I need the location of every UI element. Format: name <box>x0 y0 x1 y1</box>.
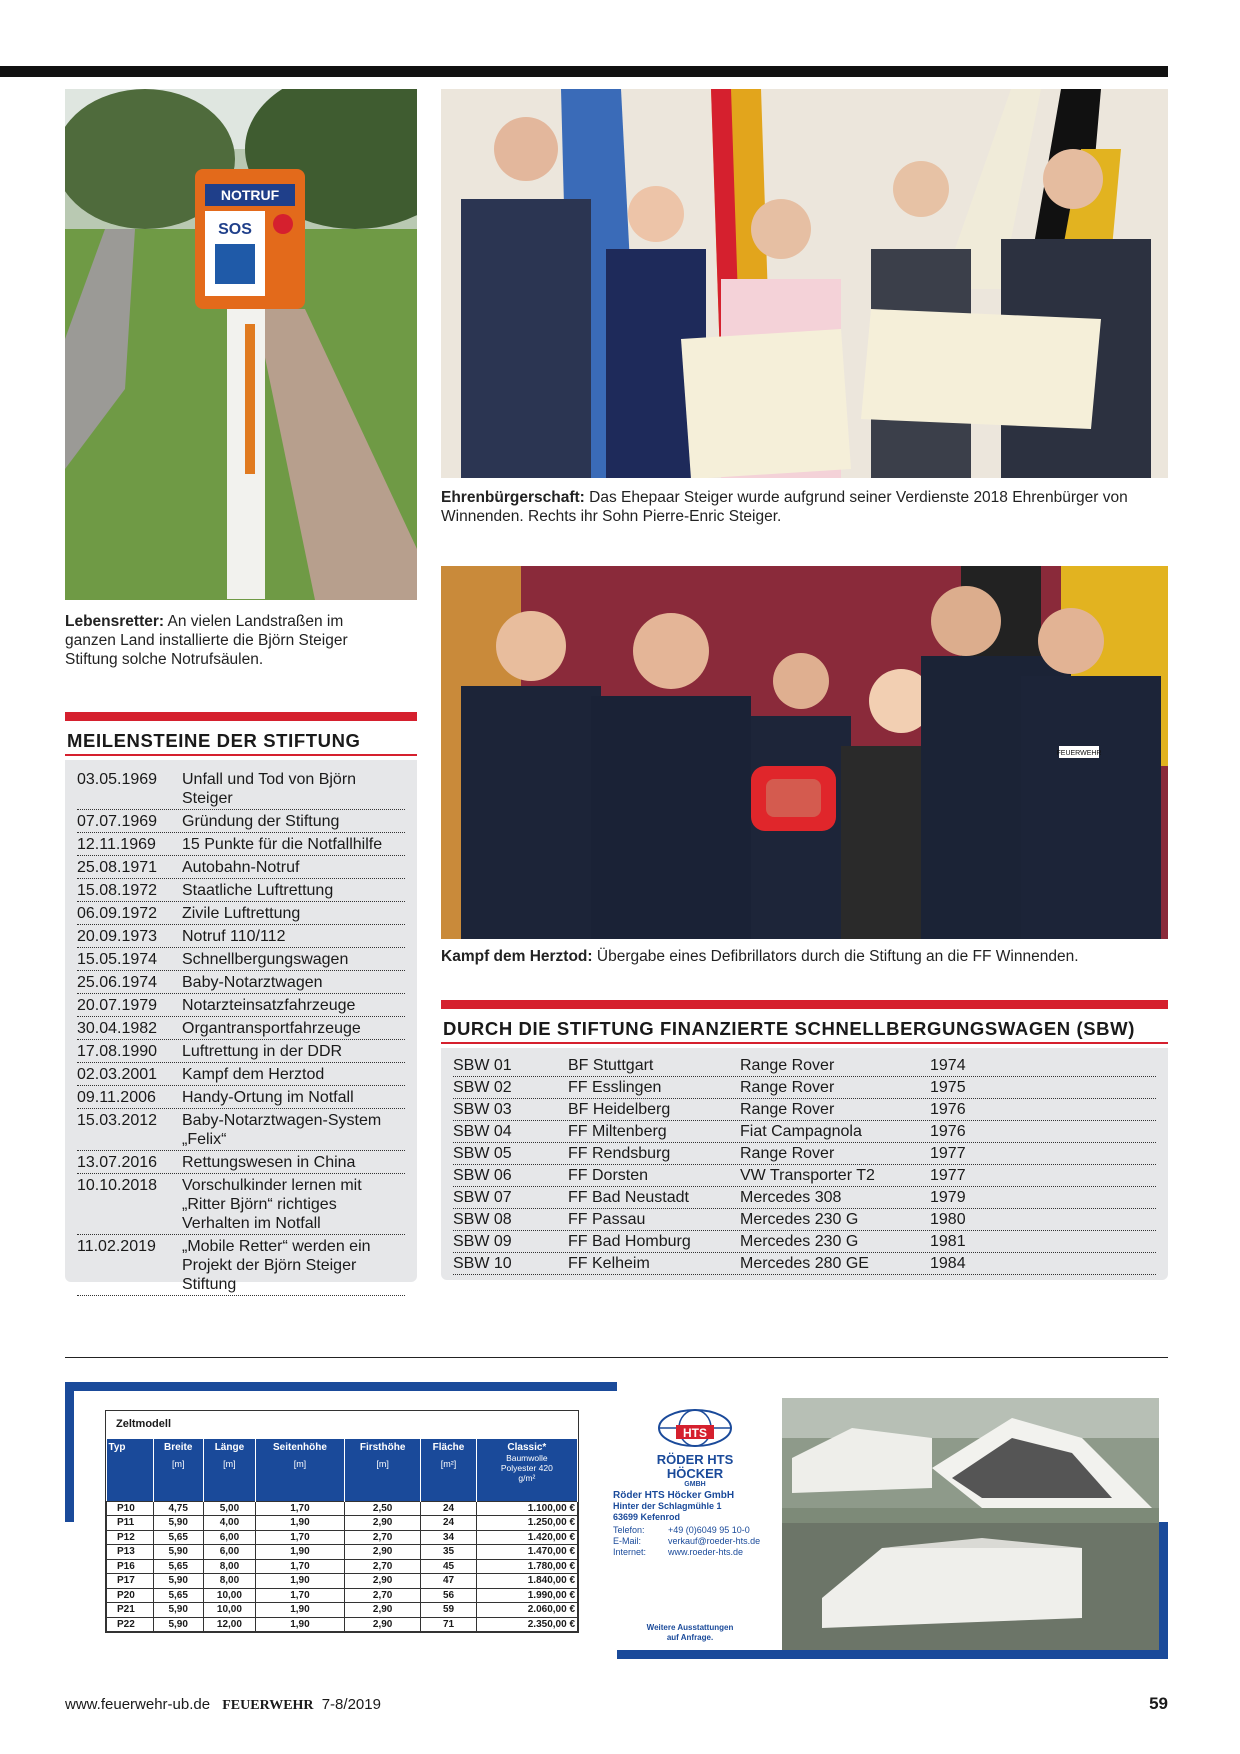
sbw-vehicle: Mercedes 308 <box>740 1189 842 1206</box>
tent-cell: 1.840,00 € <box>476 1574 577 1589</box>
tent-cell: 2.060,00 € <box>476 1603 577 1618</box>
tent-cell: 6,00 <box>203 1530 255 1545</box>
sbw-unit: FF Kelheim <box>568 1255 650 1272</box>
caption-lebensretter <box>65 612 385 669</box>
tent-cell: 1,90 <box>255 1617 344 1632</box>
sbw-year: 1974 <box>930 1057 966 1074</box>
sbw-title: DURCH DIE STIFTUNG FINANZIERTE SCHNELLBERGUNGSWAGEN (SBW) <box>443 1018 1135 1039</box>
milestone-date: 07.07.1969 <box>77 813 158 830</box>
milestone-row <box>77 948 405 971</box>
tent-cell: 1.420,00 € <box>476 1530 577 1545</box>
sbw-unit: BF Stuttgart <box>568 1057 654 1074</box>
sbw-row <box>453 1077 1156 1099</box>
tent-cell: 10,00 <box>203 1588 255 1603</box>
tent-row <box>107 1603 578 1618</box>
more-equipment-note: Weitere Ausstattungen auf Anfrage. <box>646 1623 734 1642</box>
tent-cell: 5,90 <box>153 1516 203 1531</box>
milestone-text: Baby-Notarztwagen <box>182 974 323 991</box>
ad-frame-bottom <box>617 1650 1168 1659</box>
tent-col-header <box>476 1439 577 1501</box>
sbw-year: 1981 <box>930 1233 966 1250</box>
sbw-unit: FF Rendsburg <box>568 1145 671 1162</box>
sbw-vehicle: Mercedes 230 G <box>740 1233 859 1250</box>
sbw-vehicle: Mercedes 230 G <box>740 1211 859 1228</box>
logo-line1: RÖDER HTS HÖCKER <box>656 1452 734 1481</box>
milestone-row <box>77 1235 405 1296</box>
sbw-id: SBW 06 <box>453 1167 512 1184</box>
tent-cell: 56 <box>421 1588 476 1603</box>
tent-cell: 4,75 <box>153 1501 203 1516</box>
tent-table <box>106 1439 578 1632</box>
tent-row <box>107 1530 578 1545</box>
milestone-date: 12.11.1969 <box>77 836 156 853</box>
ad-frame-right <box>1159 1522 1168 1659</box>
milestone-date: 02.03.2001 <box>77 1066 158 1083</box>
tent-col-unit: [m] <box>171 1459 185 1469</box>
tent-cell: P20 <box>107 1588 154 1603</box>
milestone-date: 25.08.1971 <box>77 859 158 876</box>
tent-col-unit: [m] <box>376 1459 389 1469</box>
photo-honorary-citizenship <box>441 89 1168 478</box>
tent-cell: P21 <box>107 1603 154 1618</box>
tent-row <box>107 1516 578 1531</box>
sbw-row <box>453 1143 1156 1165</box>
tent-cell: 1,90 <box>255 1545 344 1560</box>
phone-label: Telefon: <box>613 1525 645 1535</box>
sbw-unit: FF Dorsten <box>568 1167 649 1184</box>
sbw-id: SBW 02 <box>453 1079 512 1096</box>
top-rule <box>0 66 1168 77</box>
milestone-text: Organtransportfahrzeuge <box>182 1020 361 1037</box>
tent-cell: 2,90 <box>344 1603 420 1618</box>
tent-col-label: Breite <box>164 1442 193 1453</box>
tent-cell: 2,90 <box>344 1516 420 1531</box>
tent-col-label: Firsthöhe <box>359 1442 406 1453</box>
tent-col-label: Fläche <box>432 1442 465 1453</box>
tent-row <box>107 1501 578 1516</box>
milestone-date: 15.03.2012 <box>77 1112 158 1129</box>
milestone-text: Kampf dem Herztod <box>182 1066 325 1083</box>
footer-url[interactable]: www.feuerwehr-ub.de <box>65 1696 211 1713</box>
feuerwehr-badge: FEUERWEHR <box>1056 750 1102 757</box>
tent-cell: 71 <box>421 1617 476 1632</box>
milestone-date: 06.09.1972 <box>77 905 158 922</box>
tent-cell: P16 <box>107 1559 154 1574</box>
caption-text: Das Ehepaar Steiger wurde aufgrund seiner Verdienste 2018 Ehrenbürger von Winnenden. Rechts ihr Sohn Pierre-Enric Steiger. <box>441 489 1128 525</box>
sbw-vehicle: Range Rover <box>740 1079 835 1096</box>
tent-cell: 1,90 <box>255 1603 344 1618</box>
tent-row <box>107 1559 578 1574</box>
page-number: 59 <box>1149 1694 1168 1713</box>
tent-cell: 24 <box>421 1501 476 1516</box>
tent-cell: 1.780,00 € <box>476 1559 577 1574</box>
tent-table-title: Zeltmodell <box>116 1418 172 1430</box>
tent-cell: 2.350,00 € <box>476 1617 577 1632</box>
honorary-citizenship-illustration <box>441 89 1168 478</box>
milestones-title: MEILENSTEINE DER STIFTUNG <box>67 730 361 751</box>
milestone-text: Unfall und Tod von Björn Steiger <box>182 771 357 807</box>
sbw-row <box>453 1121 1156 1143</box>
tent-col-header <box>203 1439 255 1501</box>
tent-cell: 2,70 <box>344 1530 420 1545</box>
milestones-rule <box>65 754 417 756</box>
tent-cell: 5,00 <box>203 1501 255 1516</box>
tent-cell: 34 <box>421 1530 476 1545</box>
globe-logo-icon <box>656 1408 734 1448</box>
ad-frame-top <box>65 1382 617 1391</box>
milestone-row <box>77 879 405 902</box>
milestone-date: 13.07.2016 <box>77 1154 158 1171</box>
caption-text: An vielen Landstraßen im ganzen Land installierte die Björn Steiger Stiftung solche Notrufsäulen. <box>65 613 348 668</box>
milestone-date: 03.05.1969 <box>77 771 158 788</box>
tent-cell: 1,90 <box>255 1574 344 1589</box>
tent-col-label: Typ <box>108 1442 126 1453</box>
sbw-row <box>453 1187 1156 1209</box>
company-city: 63699 Kefenrod <box>613 1512 681 1522</box>
email-value[interactable]: verkauf@roeder-hts.de <box>668 1536 761 1546</box>
sbw-year: 1975 <box>930 1079 966 1096</box>
sbw-row <box>453 1165 1156 1187</box>
footer-issue: 7-8/2019 <box>321 1696 381 1713</box>
milestone-row <box>77 902 405 925</box>
tent-col-unit: [m] <box>223 1459 236 1469</box>
sbw-unit: FF Esslingen <box>568 1079 662 1096</box>
milestone-date: 09.11.2006 <box>77 1089 156 1106</box>
company-name: Röder HTS Höcker GmbH <box>613 1490 735 1501</box>
milestones-list <box>77 768 405 1296</box>
tent-row <box>107 1588 578 1603</box>
tent-cell: 1,70 <box>255 1501 344 1516</box>
tent-col-header <box>153 1439 203 1501</box>
milestone-row <box>77 1017 405 1040</box>
tent-cell: 1,70 <box>255 1530 344 1545</box>
caption-bold: Kampf dem Herztod: <box>441 948 593 965</box>
tent-cell: P11 <box>107 1516 154 1531</box>
tent-cell: 6,00 <box>203 1545 255 1560</box>
tent-cell: 1.100,00 € <box>476 1501 577 1516</box>
caption-herztod <box>441 947 1168 966</box>
tent-row <box>107 1545 578 1560</box>
milestone-row <box>77 768 405 810</box>
defibrillator-illustration <box>441 566 1168 939</box>
sbw-id: SBW 05 <box>453 1145 512 1162</box>
milestone-text: Notarzteinsatzfahrzeuge <box>182 997 356 1014</box>
tent-cell: 1.470,00 € <box>476 1545 577 1560</box>
milestone-text: Schnellbergungswagen <box>182 951 349 968</box>
tent-row <box>107 1574 578 1589</box>
sbw-unit: FF Bad Neustadt <box>568 1189 689 1206</box>
sbw-vehicle: Range Rover <box>740 1057 835 1074</box>
logo-text: HTS <box>683 1426 707 1440</box>
tent-cell: 59 <box>421 1603 476 1618</box>
milestone-text: Gründung der Stiftung <box>182 813 340 830</box>
tent-cell: 45 <box>421 1559 476 1574</box>
sbw-box <box>441 1048 1168 1280</box>
milestone-text: Vorschulkinder lernen mit „Ritter Björn“ richtiges Verhalten im Notfall <box>182 1177 362 1232</box>
tent-cell: 5,90 <box>153 1574 203 1589</box>
sbw-id: SBW 08 <box>453 1211 512 1228</box>
sbw-rule <box>441 1042 1168 1044</box>
tent-col-label: Seitenhöhe <box>272 1442 327 1453</box>
sbw-unit: FF Miltenberg <box>568 1123 667 1140</box>
tent-col-header <box>344 1439 420 1501</box>
tent-cell: 8,00 <box>203 1574 255 1589</box>
tent-cell: 2,90 <box>344 1545 420 1560</box>
sbw-vehicle: Range Rover <box>740 1101 835 1118</box>
tent-cell: P12 <box>107 1530 154 1545</box>
milestone-text: 15 Punkte für die Notfallhilfe <box>182 836 383 853</box>
milestone-row <box>77 1063 405 1086</box>
sbw-year: 1977 <box>930 1167 966 1184</box>
milestone-row <box>77 810 405 833</box>
tent-cell: P17 <box>107 1574 154 1589</box>
milestone-row <box>77 1174 405 1235</box>
sbw-list <box>453 1055 1156 1275</box>
sbw-vehicle: Fiat Campagnola <box>740 1123 862 1140</box>
tent-cell: P13 <box>107 1545 154 1560</box>
section-divider <box>65 1357 1168 1358</box>
milestone-text: Staatliche Luftrettung <box>182 882 334 899</box>
milestone-date: 17.08.1990 <box>77 1043 158 1060</box>
milestone-date: 30.04.1982 <box>77 1020 158 1037</box>
tent-cell: 4,00 <box>203 1516 255 1531</box>
sbw-unit: BF Heidelberg <box>568 1101 671 1118</box>
tent-cell: 1.990,00 € <box>476 1588 577 1603</box>
web-label: Internet: <box>613 1547 647 1557</box>
tent-cell: 2,90 <box>344 1617 420 1632</box>
sbw-row <box>453 1253 1156 1275</box>
milestones-redbar <box>65 712 417 721</box>
emergency-pillar-illustration <box>65 89 417 600</box>
sbw-year: 1976 <box>930 1123 966 1140</box>
caption-text: Übergabe eines Defibrillators durch die Stiftung an die FF Winnenden. <box>592 948 1079 965</box>
tent-cell: 1,90 <box>255 1516 344 1531</box>
sbw-id: SBW 07 <box>453 1189 512 1206</box>
tent-cell: 5,90 <box>153 1617 203 1632</box>
sbw-redbar <box>441 1000 1168 1009</box>
sbw-row <box>453 1055 1156 1077</box>
milestone-date: 11.02.2019 <box>77 1238 156 1255</box>
tent-cell: 10,00 <box>203 1603 255 1618</box>
footer-magazine: FEUERWEHR <box>222 1698 314 1713</box>
tent-cell: P22 <box>107 1617 154 1632</box>
sbw-id: SBW 01 <box>453 1057 512 1074</box>
sbw-year: 1980 <box>930 1211 966 1228</box>
tent-cell: 2,50 <box>344 1501 420 1516</box>
tent-cell: 35 <box>421 1545 476 1560</box>
milestone-row <box>77 925 405 948</box>
milestone-row <box>77 1151 405 1174</box>
sbw-id: SBW 09 <box>453 1233 512 1250</box>
tent-cell: 5,90 <box>153 1603 203 1618</box>
tent-col-header <box>107 1439 154 1501</box>
tent-cell: 24 <box>421 1516 476 1531</box>
milestone-text: Baby-Notarztwagen-System „Felix“ <box>182 1112 382 1148</box>
sign-sos: SOS <box>218 221 252 238</box>
photo-tents <box>782 1398 1159 1650</box>
tents-illustration <box>782 1398 1159 1650</box>
milestone-date: 15.05.1974 <box>77 951 158 968</box>
milestone-row <box>77 1109 405 1151</box>
milestone-date: 20.07.1979 <box>77 997 158 1014</box>
tent-row <box>107 1617 578 1632</box>
tent-col-label: Classic* <box>507 1442 547 1453</box>
sbw-vehicle: Range Rover <box>740 1145 835 1162</box>
milestone-row <box>77 833 405 856</box>
email-label: E-Mail: <box>613 1536 642 1546</box>
milestone-text: Luftrettung in der DDR <box>182 1043 343 1060</box>
milestone-text: Zivile Luftrettung <box>182 905 301 922</box>
milestone-row <box>77 1086 405 1109</box>
tent-col-header <box>255 1439 344 1501</box>
web-value[interactable]: www.roeder-hts.de <box>668 1547 744 1557</box>
tent-cell: 5,90 <box>153 1545 203 1560</box>
sbw-vehicle: VW Transporter T2 <box>740 1167 875 1184</box>
tent-cell: 5,65 <box>153 1588 203 1603</box>
sbw-unit: FF Passau <box>568 1211 646 1228</box>
ad-frame-left <box>65 1382 74 1522</box>
company-street: Hinter der Schlagmühle 1 <box>613 1501 722 1511</box>
tent-col-label: Länge <box>214 1442 245 1453</box>
milestone-date: 20.09.1973 <box>77 928 158 945</box>
tent-col-unit: [m] <box>293 1459 307 1469</box>
sbw-row <box>453 1209 1156 1231</box>
logo-line2: GMBH <box>684 1481 706 1488</box>
sbw-row <box>453 1099 1156 1121</box>
sbw-year: 1976 <box>930 1101 966 1118</box>
tent-cell: 8,00 <box>203 1559 255 1574</box>
milestone-text: Handy-Ortung im Notfall <box>182 1089 354 1106</box>
tent-cell: 47 <box>421 1574 476 1589</box>
tent-col-unit: [m²] <box>440 1459 457 1469</box>
tent-col-unit: Baumwolle Polyester 420 g/m² <box>500 1453 553 1483</box>
advertisement <box>65 1382 1168 1659</box>
milestone-date: 10.10.2018 <box>77 1177 158 1194</box>
tent-cell: 2,70 <box>344 1559 420 1574</box>
sbw-year: 1984 <box>930 1255 966 1272</box>
photo-defibrillator <box>441 566 1168 939</box>
sbw-unit: FF Bad Homburg <box>568 1233 691 1250</box>
sbw-id: SBW 10 <box>453 1255 512 1272</box>
milestone-row <box>77 994 405 1017</box>
tent-col-header <box>421 1439 476 1501</box>
caption-bold: Ehrenbürgerschaft: <box>441 489 585 506</box>
sbw-year: 1979 <box>930 1189 966 1206</box>
milestone-text: „Mobile Retter“ werden ein Projekt der Björn Steiger Stiftung <box>182 1238 371 1293</box>
milestone-text: Notruf 110/112 <box>182 928 286 945</box>
milestones-box <box>65 760 417 1293</box>
phone-value: +49 (0)6049 95 10-0 <box>668 1525 750 1535</box>
tent-cell: 2,90 <box>344 1574 420 1589</box>
milestone-date: 25.06.1974 <box>77 974 158 991</box>
tent-cell: 1,70 <box>255 1559 344 1574</box>
tent-cell: 5,65 <box>153 1559 203 1574</box>
sbw-row <box>453 1231 1156 1253</box>
caption-bold: Lebensretter: <box>65 613 165 630</box>
sign-notruf: NOTRUF <box>220 187 280 203</box>
milestone-date: 15.08.1972 <box>77 882 158 899</box>
milestone-row <box>77 1040 405 1063</box>
tent-cell: 12,00 <box>203 1617 255 1632</box>
footer <box>65 1696 1168 1720</box>
sbw-id: SBW 04 <box>453 1123 512 1140</box>
tent-cell: 1,70 <box>255 1588 344 1603</box>
tent-cell: P10 <box>107 1501 154 1516</box>
sbw-year: 1977 <box>930 1145 966 1162</box>
milestone-row <box>77 856 405 879</box>
tent-cell: 1.250,00 € <box>476 1516 577 1531</box>
milestone-text: Rettungswesen in China <box>182 1154 356 1171</box>
caption-ehrenbuergerschaft <box>441 488 1168 526</box>
tent-cell: 5,65 <box>153 1530 203 1545</box>
sbw-id: SBW 03 <box>453 1101 512 1118</box>
tent-price-table <box>105 1410 579 1633</box>
milestone-row <box>77 971 405 994</box>
company-logo <box>630 1408 760 1488</box>
tent-cell: 2,70 <box>344 1588 420 1603</box>
photo-emergency-pillar <box>65 89 417 600</box>
sbw-vehicle: Mercedes 280 GE <box>740 1255 869 1272</box>
milestone-text: Autobahn-Notruf <box>182 859 300 876</box>
